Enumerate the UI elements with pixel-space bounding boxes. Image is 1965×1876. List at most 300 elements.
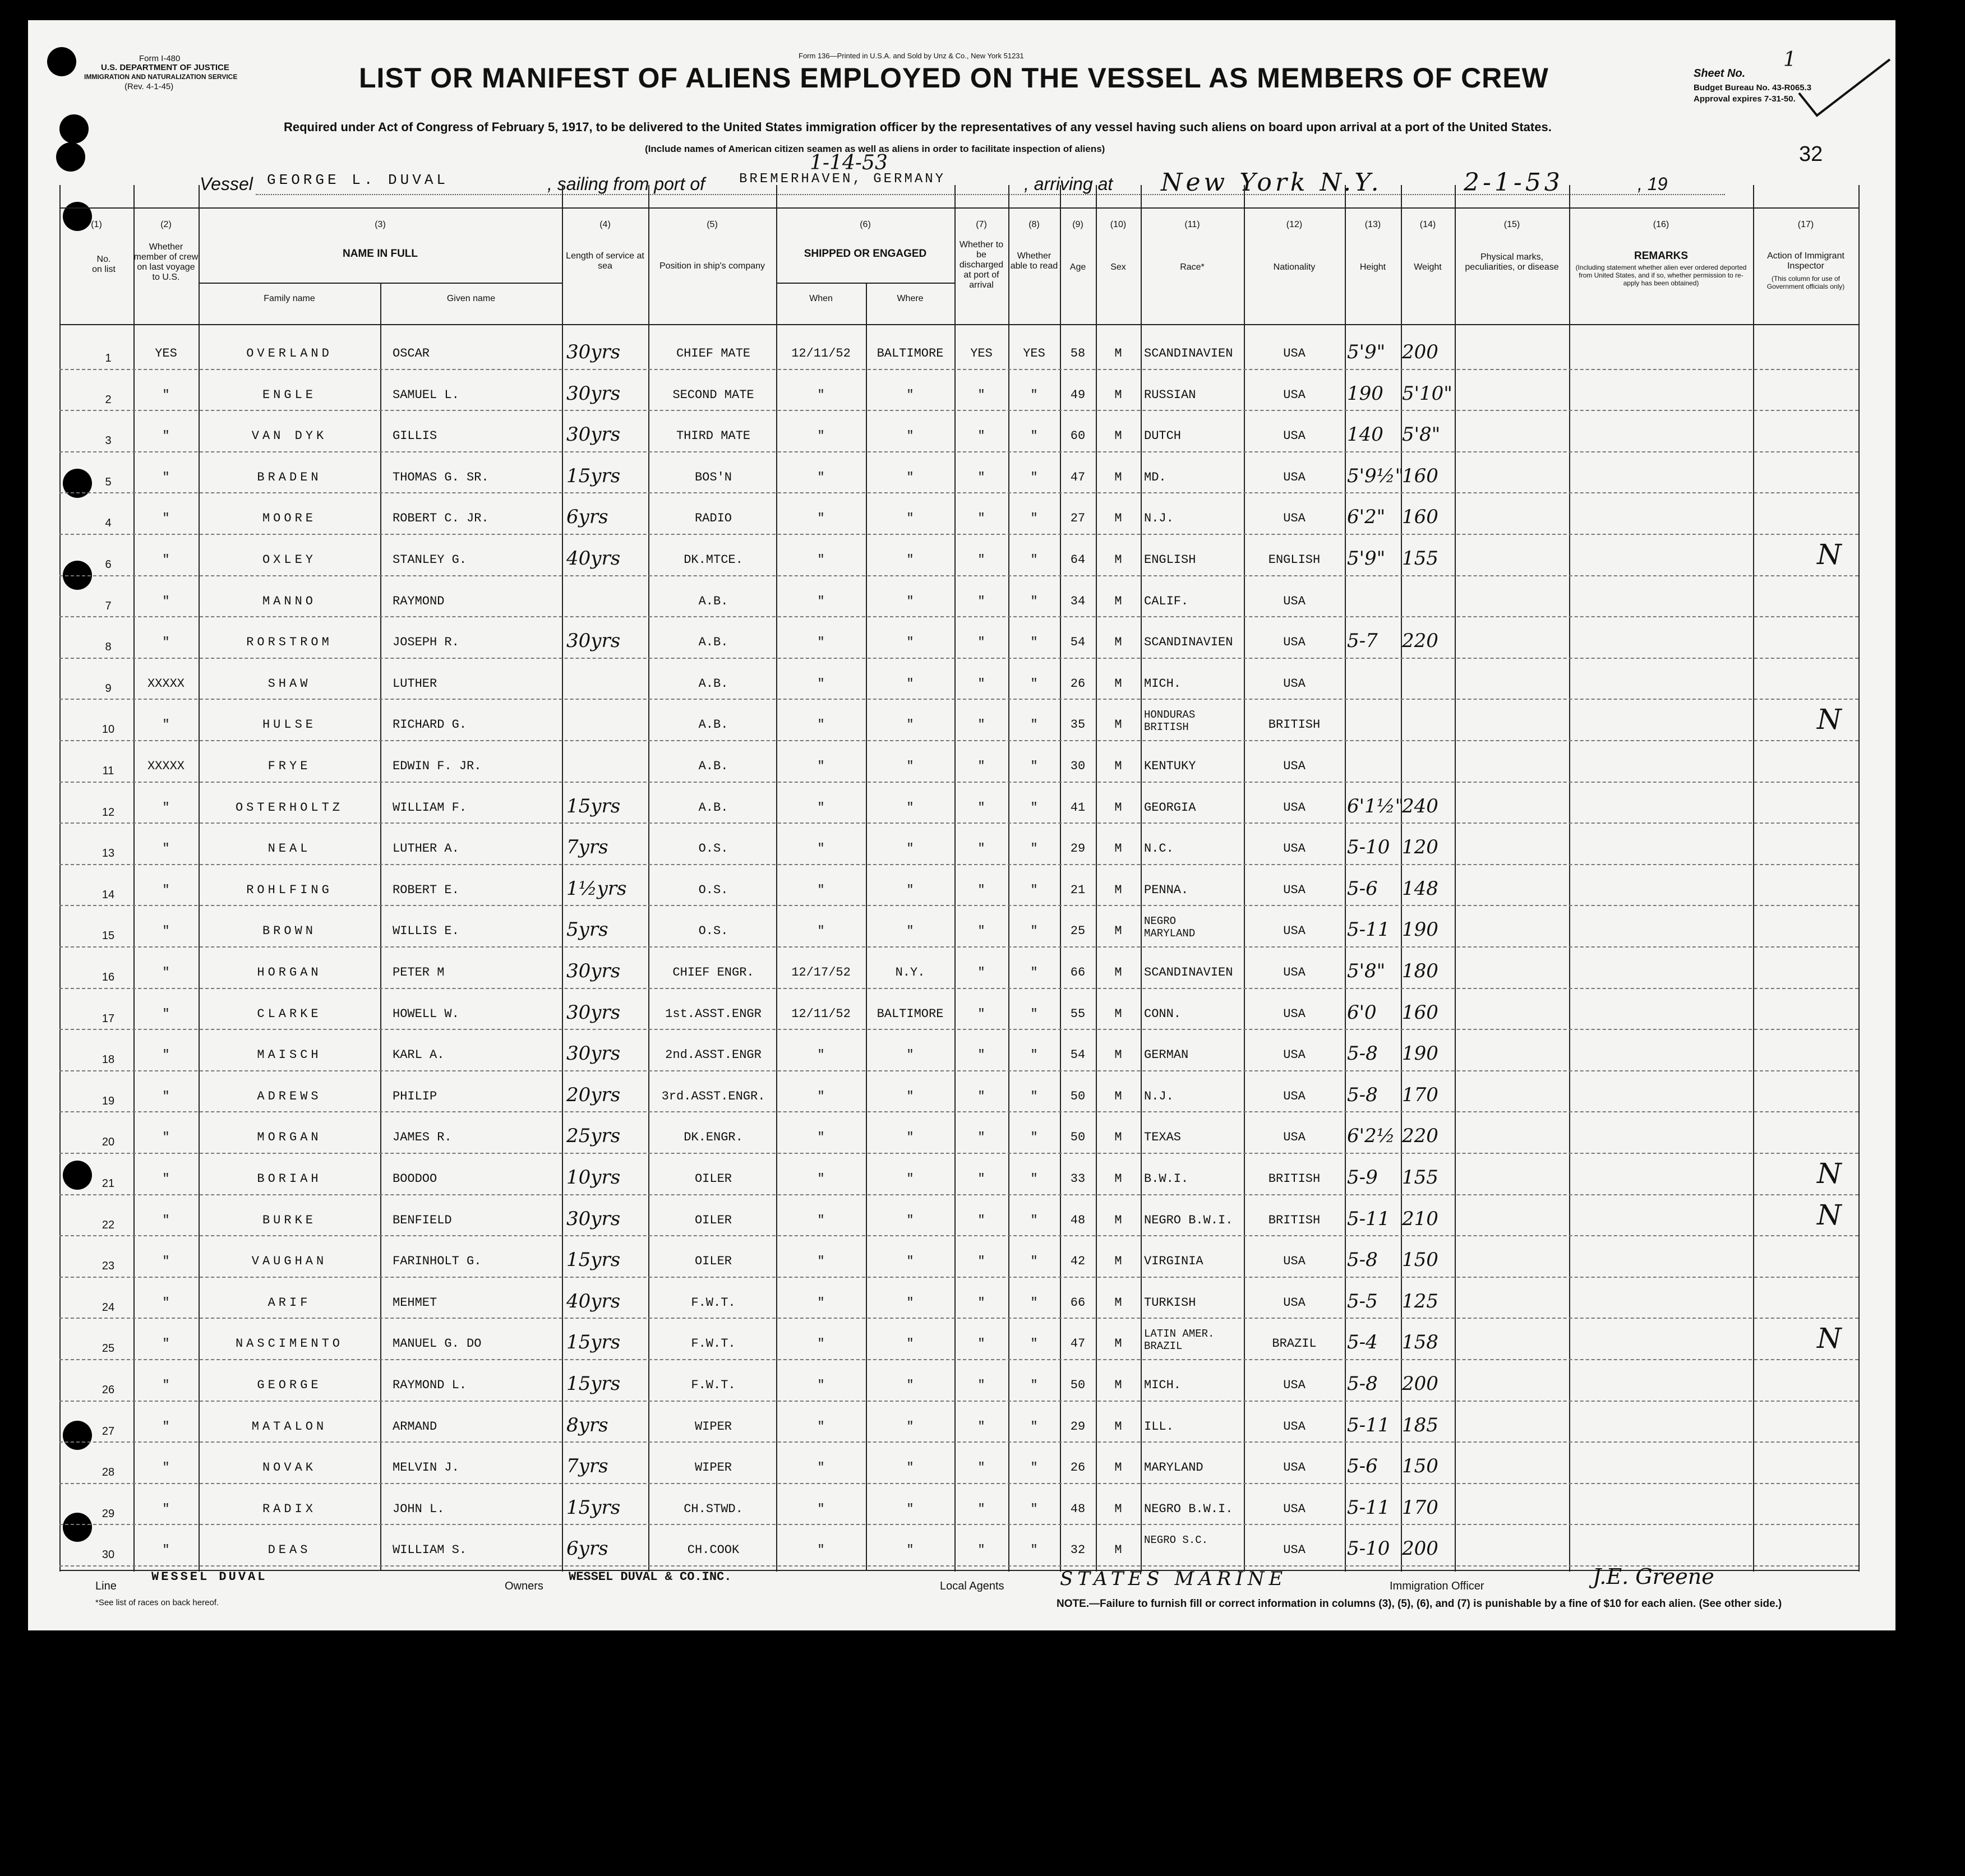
cell-member: " [162, 1378, 170, 1392]
cell-family: DEAS [267, 1543, 311, 1558]
cell-disch: " [977, 759, 985, 773]
cell-age: 26 [1070, 676, 1086, 691]
cell-sex: M [1114, 882, 1122, 897]
cell-disch: " [977, 553, 985, 567]
col-header-name: NAME IN FULL [342, 248, 418, 260]
row-number: 25 [102, 1342, 115, 1355]
cell-age: 32 [1070, 1543, 1086, 1558]
row-number: 26 [102, 1384, 115, 1396]
row-number: 18 [102, 1053, 115, 1066]
row-number: 11 [102, 765, 114, 777]
form-number: Form I-480 [139, 54, 181, 63]
cell-member: " [162, 718, 170, 732]
page-title: LIST OR MANIFEST OF ALIENS EMPLOYED ON THE VESSEL AS MEMBERS OF CREW [359, 62, 1549, 94]
cell-when: " [817, 1254, 825, 1269]
cell-nat: USA [1283, 1419, 1306, 1434]
cell-where: " [906, 1501, 914, 1516]
cell-nat: USA [1283, 924, 1306, 939]
cell-read: " [1030, 1543, 1038, 1558]
cell-age: 29 [1070, 1419, 1086, 1434]
cell-given: FARINHOLT G. [393, 1254, 482, 1269]
cell-length: 20yrs [566, 1083, 621, 1106]
cell-read: " [1030, 676, 1038, 691]
cell-read: " [1030, 800, 1038, 815]
year-label: , 19 [1638, 174, 1668, 194]
cell-sex: M [1114, 1501, 1122, 1516]
cell-weight: 155 [1402, 547, 1438, 570]
cell-race: PENNA. [1144, 882, 1189, 897]
column-number: (16) [1653, 220, 1669, 229]
cell-given: RAYMOND [393, 594, 445, 608]
footer-officer-label: Immigration Officer [1390, 1580, 1484, 1592]
cell-read: " [1030, 1213, 1038, 1227]
cell-disch: " [977, 924, 985, 939]
cell-given: JOHN L. [393, 1501, 445, 1516]
row-rule [59, 740, 1858, 741]
cell-height: 6'1½" [1347, 794, 1404, 817]
cell-family: SHAW [267, 676, 311, 691]
row-number: 2 [105, 393, 112, 406]
row-rule [59, 1441, 1858, 1443]
sailing-label: , sailing from port of [547, 174, 705, 194]
cell-position: 1st.ASST.ENGR [665, 1006, 762, 1021]
cell-nat: USA [1283, 635, 1306, 650]
cell-read: " [1030, 1006, 1038, 1021]
footer-owners: WESSEL DUVAL & CO.INC. [569, 1570, 732, 1584]
cell-age: 58 [1070, 346, 1086, 361]
column-number: (14) [1419, 220, 1436, 229]
cell-where: " [906, 1337, 914, 1351]
cell-race: DUTCH [1144, 429, 1182, 443]
sheet-number: 1 [1783, 48, 1796, 71]
cell-race: RUSSIAN [1144, 387, 1196, 402]
cell-family: BRADEN [257, 470, 322, 484]
cell-family: OSTERHOLTZ [235, 800, 344, 815]
column-number: (2) [160, 220, 172, 229]
cell-when: " [817, 718, 825, 732]
row-number: 13 [102, 847, 115, 860]
sailing-date: 1-14-53 [810, 151, 888, 174]
row-rule [59, 492, 1858, 493]
cell-height: 5-7 [1347, 630, 1378, 653]
cell-age: 48 [1070, 1213, 1086, 1227]
cell-disch: YES [970, 346, 993, 361]
cell-given: MANUEL G. DO [393, 1337, 482, 1351]
cell-length: 5yrs [566, 918, 608, 941]
table-top-border [59, 207, 1858, 209]
cell-nat: USA [1283, 842, 1306, 856]
cell-height: 5-8 [1347, 1373, 1378, 1395]
row-rule [59, 1111, 1858, 1112]
cell-sex: M [1114, 1295, 1122, 1310]
cell-length: 1½yrs [566, 877, 627, 900]
row-rule [59, 616, 1858, 617]
cell-disch: " [977, 594, 985, 608]
cell-length: 15yrs [566, 1249, 621, 1272]
cell-read: " [1030, 594, 1038, 608]
cell-disch: " [977, 882, 985, 897]
cell-position: A.B. [698, 800, 728, 815]
cell-height: 5'9" [1347, 547, 1386, 570]
row-rule [59, 451, 1858, 452]
cell-race: NEGRO B.W.I. [1144, 1213, 1233, 1227]
cell-height: 5-8 [1347, 1249, 1378, 1272]
cell-weight: 220 [1402, 630, 1438, 653]
cell-nat: USA [1283, 470, 1306, 484]
cell-read: " [1030, 387, 1038, 402]
col-header-given: Given name [446, 294, 496, 303]
cell-race: VIRGINIA [1144, 1254, 1203, 1269]
cell-member: " [162, 1048, 170, 1062]
cell-length: 7yrs [566, 1455, 608, 1478]
cell-sex: M [1114, 924, 1122, 939]
col-header-family: Family name [264, 294, 315, 303]
cell-sex: M [1114, 470, 1122, 484]
cell-where: " [906, 594, 914, 608]
cell-position: A.B. [698, 718, 728, 732]
cell-race: MICH. [1144, 1378, 1182, 1392]
column-divider [562, 185, 563, 1572]
cell-nat: BRITISH [1268, 1213, 1321, 1227]
cell-position: 2nd.ASST.ENGR [665, 1048, 762, 1062]
cell-race: TEXAS [1144, 1130, 1182, 1145]
cell-sex: M [1114, 1048, 1122, 1062]
cell-weight: 220 [1402, 1125, 1438, 1148]
cell-when: " [817, 1378, 825, 1392]
cell-race: NEGRO B.W.I. [1144, 1501, 1233, 1516]
cell-when: " [817, 1461, 825, 1475]
cell-race: LATIN AMER. BRAZIL [1144, 1328, 1215, 1353]
cell-action: N [1817, 703, 1842, 736]
cell-height: 6'2½ [1347, 1125, 1395, 1148]
cell-sex: M [1114, 1089, 1122, 1103]
department: U.S. DEPARTMENT OF JUSTICE [101, 63, 229, 72]
col-header-member: Whether member of crew on last voyage to U.S. [133, 242, 199, 282]
cell-disch: " [977, 1419, 985, 1434]
arriving-port: New York N.Y. [1161, 168, 1382, 197]
cell-when: " [817, 1419, 825, 1434]
cell-race: CONN. [1144, 1006, 1182, 1021]
cell-length: 30yrs [566, 1001, 621, 1024]
row-rule [59, 988, 1858, 989]
cell-nat: USA [1283, 800, 1306, 815]
cell-action: N [1817, 1157, 1842, 1190]
cell-disch: " [977, 1295, 985, 1310]
cell-sex: M [1114, 1543, 1122, 1558]
cell-height: 5'9" [1347, 341, 1386, 363]
cell-position: A.B. [698, 635, 728, 650]
cell-position: OILER [694, 1213, 732, 1227]
cell-member: " [162, 1172, 170, 1186]
approval: Approval expires 7-31-50. [1694, 94, 1796, 104]
cell-nat: USA [1283, 387, 1306, 402]
cell-race: CALIF. [1144, 594, 1189, 608]
cell-race: ILL. [1144, 1419, 1174, 1434]
cell-member: " [162, 594, 170, 608]
cell-race: ENGLISH [1144, 553, 1196, 567]
cell-given: KARL A. [393, 1048, 445, 1062]
cell-when: " [817, 1130, 825, 1145]
cell-where: " [906, 1295, 914, 1310]
cell-when: 12/11/52 [791, 346, 851, 361]
cell-where: " [906, 676, 914, 691]
row-rule [59, 369, 1858, 370]
punch-hole [63, 1421, 92, 1450]
cell-read: " [1030, 882, 1038, 897]
cell-race: HONDURAS BRITISH [1144, 709, 1196, 734]
cell-family: BURKE [262, 1213, 316, 1227]
cell-nat: USA [1283, 1089, 1306, 1103]
cell-read: " [1030, 1048, 1038, 1062]
cell-given: RICHARD G. [393, 718, 467, 732]
cell-family: BORIAH [257, 1172, 322, 1186]
cell-sex: M [1114, 1254, 1122, 1269]
cell-family: HULSE [262, 718, 316, 732]
cell-read: " [1030, 1419, 1038, 1434]
cell-nat: USA [1283, 1130, 1306, 1145]
column-divider [380, 283, 381, 1570]
row-rule [59, 699, 1858, 700]
row-number: 4 [105, 517, 112, 530]
cell-where: " [906, 511, 914, 526]
cell-nat: USA [1283, 676, 1306, 691]
cell-race: MARYLAND [1144, 1461, 1203, 1475]
col-header-discharged: Whether to be discharged at port of arrival [959, 240, 1004, 290]
cell-sex: M [1114, 429, 1122, 443]
row-number: 20 [102, 1136, 115, 1149]
row-number: 29 [102, 1507, 115, 1520]
cell-where: " [906, 470, 914, 484]
cell-sex: M [1114, 800, 1122, 815]
cell-length: 15yrs [566, 1331, 621, 1354]
cell-weight: 185 [1402, 1413, 1438, 1436]
cell-height: 5-5 [1347, 1290, 1378, 1313]
cell-length: 30yrs [566, 960, 621, 982]
cell-when: " [817, 1337, 825, 1351]
cell-given: EDWIN F. JR. [393, 759, 482, 773]
cell-position: O.S. [698, 882, 728, 897]
cell-read: " [1030, 1295, 1038, 1310]
cell-disch: " [977, 1006, 985, 1021]
cell-read: " [1030, 635, 1038, 650]
cell-position: DK.MTCE. [684, 553, 743, 567]
column-number: (5) [707, 220, 718, 229]
footer-agents-label: Local Agents [940, 1580, 1004, 1592]
cell-given: ROBERT E. [393, 882, 459, 897]
col-header-sex: Sex [1110, 262, 1126, 272]
row-rule [59, 905, 1858, 906]
cell-length: 15yrs [566, 1373, 621, 1395]
cell-position: OILER [694, 1254, 732, 1269]
cell-when: " [817, 1172, 825, 1186]
cell-race: MD. [1144, 470, 1166, 484]
cell-position: SECOND MATE [672, 387, 754, 402]
cell-where: " [906, 1089, 914, 1103]
cell-disch: " [977, 965, 985, 979]
cell-family: MAISCH [257, 1048, 322, 1062]
cell-sex: M [1114, 759, 1122, 773]
cell-weight: 190 [1402, 1042, 1438, 1065]
cell-height: 5-8 [1347, 1042, 1378, 1065]
cell-family: NEAL [267, 842, 311, 856]
cell-weight: 160 [1402, 1001, 1438, 1024]
row-rule [59, 1029, 1858, 1030]
cell-nat: USA [1283, 1254, 1306, 1269]
cell-member: " [162, 553, 170, 567]
cell-member: " [162, 1006, 170, 1021]
cell-where: " [906, 924, 914, 939]
cell-member: XXXXX [147, 759, 184, 773]
column-number: (1) [91, 220, 102, 229]
cell-given: PETER M [393, 965, 445, 979]
cell-length: 40yrs [566, 1290, 621, 1313]
cell-where: " [906, 1130, 914, 1145]
vessel-underline [256, 194, 1725, 195]
col-header-when: When [809, 294, 833, 303]
cell-nat: USA [1283, 1048, 1306, 1062]
cell-where: " [906, 759, 914, 773]
cell-weight: 180 [1402, 960, 1438, 982]
punch-hole [56, 142, 85, 172]
cell-member: " [162, 1501, 170, 1516]
cell-sex: M [1114, 594, 1122, 608]
cell-age: 33 [1070, 1172, 1086, 1186]
cell-position: A.B. [698, 676, 728, 691]
col-header-shipped: SHIPPED OR ENGAGED [804, 248, 927, 260]
row-rule [59, 410, 1858, 411]
cell-age: 55 [1070, 1006, 1086, 1021]
col-header-age: Age [1069, 262, 1086, 272]
cell-read: " [1030, 1130, 1038, 1145]
cell-nat: USA [1283, 1006, 1306, 1021]
cell-sex: M [1114, 1419, 1122, 1434]
cell-age: 54 [1070, 635, 1086, 650]
row-number: 12 [102, 806, 115, 819]
cell-action: N [1817, 1198, 1842, 1231]
cell-length: 30yrs [566, 630, 621, 653]
cell-nat: USA [1283, 965, 1306, 979]
cell-member: " [162, 842, 170, 856]
header-bottom-border [59, 324, 1858, 325]
cell-weight: 210 [1402, 1207, 1438, 1230]
column-number: (6) [860, 220, 871, 229]
row-rule [59, 823, 1858, 824]
cell-weight: 5'8" [1402, 423, 1441, 446]
cell-where: " [906, 1048, 914, 1062]
cell-when: " [817, 1295, 825, 1310]
cell-family: RADIX [262, 1501, 316, 1516]
col-header-nationality: Nationality [1273, 262, 1316, 272]
cell-age: 30 [1070, 759, 1086, 773]
cell-height: 5-6 [1347, 1455, 1378, 1478]
cell-position: F.W.T. [691, 1378, 736, 1392]
cell-nat: USA [1283, 511, 1306, 526]
row-rule [59, 1565, 1858, 1567]
cell-where: BALTIMORE [877, 346, 944, 361]
cell-family: HORGAN [257, 965, 322, 979]
cell-member: " [162, 882, 170, 897]
row-rule [59, 1194, 1858, 1195]
cell-read: YES [1023, 346, 1045, 361]
col-header-weight: Weight [1414, 262, 1442, 272]
row-number: 28 [102, 1466, 115, 1479]
footer-note: NOTE.—Failure to furnish fill or correct information in columns (3), (5), (6), and (7) is punishable by a fine of $10 for each alien. (See other side.) [1057, 1598, 1782, 1610]
cell-given: WILLIS E. [393, 924, 459, 939]
cell-disch: " [977, 470, 985, 484]
cell-nat: USA [1283, 429, 1306, 443]
cell-read: " [1030, 1254, 1038, 1269]
sailing-port: BREMERHAVEN, GERMANY [739, 172, 946, 187]
cell-weight: 170 [1402, 1083, 1438, 1106]
cell-position: DK.ENGR. [684, 1130, 743, 1145]
cell-read: " [1030, 1461, 1038, 1475]
column-number: (12) [1286, 220, 1303, 229]
cell-length: 15yrs [566, 794, 621, 817]
cell-height: 5-11 [1347, 1413, 1390, 1436]
row-number: 17 [102, 1012, 115, 1025]
printer-line: Form 136—Printed in U.S.A. and Sold by Unz & Co., New York 51231 [799, 52, 1024, 60]
cell-height: 5-10 [1347, 1537, 1390, 1560]
row-number: 16 [102, 971, 115, 983]
cell-family: GEORGE [257, 1378, 322, 1392]
footer-officer-signature: J.E. Greene [1593, 1564, 1714, 1589]
cell-nat: USA [1283, 1378, 1306, 1392]
cell-nat: USA [1283, 882, 1306, 897]
cell-sex: M [1114, 842, 1122, 856]
cell-member: " [162, 1461, 170, 1475]
arrival-date: 2-1-53 [1464, 168, 1563, 197]
row-number: 22 [102, 1218, 115, 1231]
cell-sex: M [1114, 553, 1122, 567]
row-rule [59, 946, 1858, 948]
cell-where: " [906, 1543, 914, 1558]
check-mark-icon [1795, 54, 1895, 121]
cell-weight: 150 [1402, 1249, 1438, 1272]
cell-when: " [817, 594, 825, 608]
cell-read: " [1030, 924, 1038, 939]
column-divider [1455, 185, 1456, 1572]
cell-length: 15yrs [566, 1496, 621, 1519]
cell-height: 5-8 [1347, 1083, 1378, 1106]
cell-age: 47 [1070, 470, 1086, 484]
cell-member: " [162, 635, 170, 650]
col-header-action-note: (This column for use of Government officials only) [1766, 275, 1845, 290]
cell-family: MANNO [262, 594, 316, 608]
cell-given: JOSEPH R. [393, 635, 459, 650]
sheet-label: Sheet No. [1694, 67, 1746, 80]
arriving-label: , arriving at [1024, 174, 1113, 194]
cell-when: " [817, 511, 825, 526]
cell-position: A.B. [698, 594, 728, 608]
col-header-no: No. on list [92, 255, 116, 274]
cell-family: VAUGHAN [251, 1254, 328, 1269]
shipped-subheader-rule [776, 283, 954, 284]
cell-where: " [906, 718, 914, 732]
cell-nat: ENGLISH [1268, 553, 1321, 567]
row-rule [59, 1277, 1858, 1278]
cell-length: 6yrs [566, 1537, 608, 1560]
cell-position: CH.STWD. [684, 1501, 743, 1516]
cell-race: TURKISH [1144, 1295, 1196, 1310]
vessel-label: Vessel [200, 174, 253, 194]
cell-race: SCANDINAVIEN [1144, 965, 1233, 979]
cell-family: FRYE [267, 759, 311, 773]
cell-age: 42 [1070, 1254, 1086, 1269]
col-header-read: Whether able to read [1010, 251, 1058, 271]
cell-disch: " [977, 635, 985, 650]
cell-when: " [817, 1048, 825, 1062]
row-rule [59, 1235, 1858, 1236]
